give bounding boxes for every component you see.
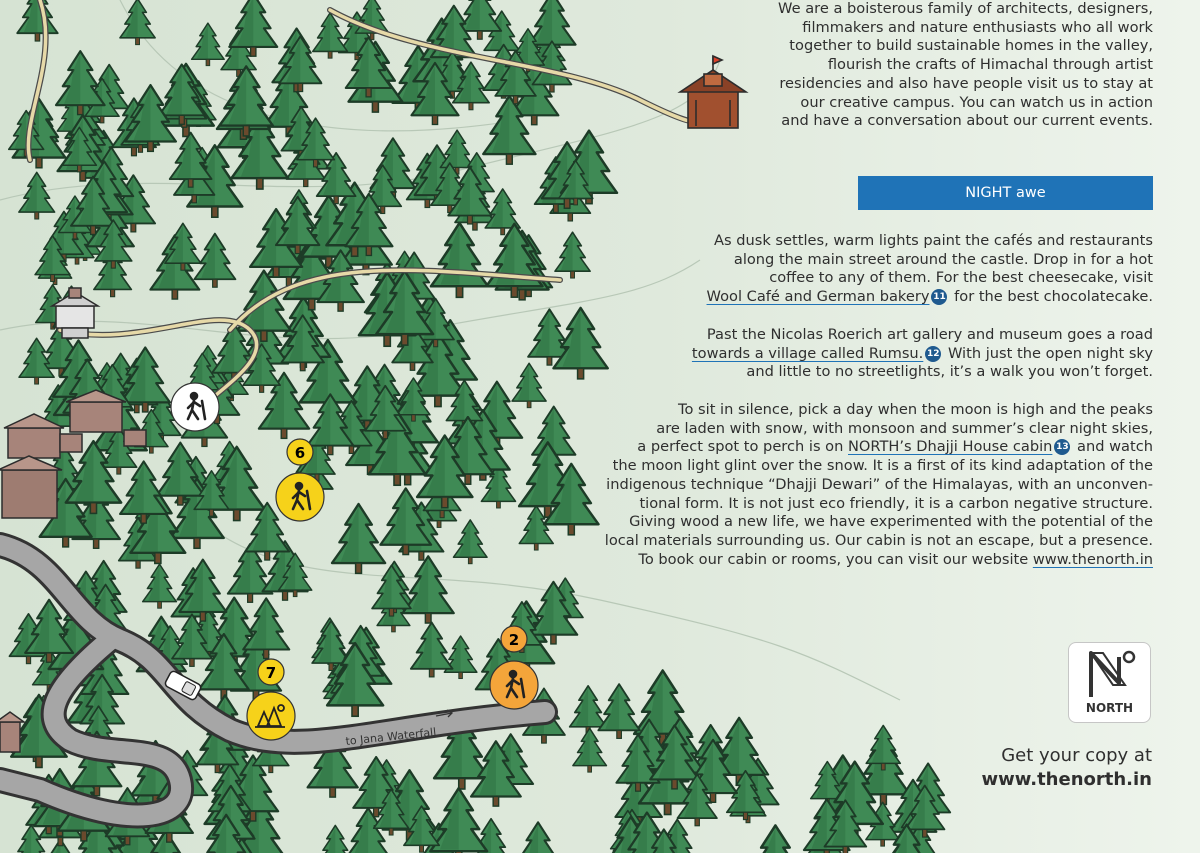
paragraph-line: To sit in silence, pick a day when the moon is high and the peaks (678, 401, 1153, 418)
paragraph-text: and watch (1072, 438, 1153, 456)
intro-line: We are a boisterous family of architects, designers, (778, 0, 1153, 17)
paragraph-text: With just the open night sky (943, 344, 1153, 362)
paragraph-line: and little to no streetlights, it’s a walk you won’t forget. (746, 363, 1153, 381)
svg-text:7: 7 (265, 664, 277, 682)
paragraph-rumsu (633, 326, 1153, 382)
badge-13: 13 (1054, 439, 1070, 455)
intro-line: filmmakers and nature enthusiasts who all work (802, 18, 1153, 36)
section-heading-night: NIGHT awe (858, 176, 1153, 210)
paragraph-line: tional form. It is not just eco friendly, it is a carbon negative structure. (639, 494, 1153, 512)
svg-text:2: 2 (508, 631, 520, 649)
intro-line: residencies and also have people visit us to stay at (779, 74, 1153, 92)
road-label: to Jana Waterfall (344, 725, 437, 748)
intro-line: and have a conversation about our current events. (781, 112, 1153, 130)
north-logo[interactable] (1068, 642, 1151, 723)
intro-line: flourish the crafts of Himachal through artist (827, 56, 1153, 74)
paragraph-line: coffee to any of them. For the best cheesecake, visit (769, 269, 1153, 287)
paragraph-text: a perfect spot to perch is on (637, 438, 848, 456)
paragraph-line: local materials surrounding us. Our cabin is not an escape, but a presence. (604, 531, 1153, 549)
paragraph-line: the moon light glint over the snow. It is a first of its kind adaptation of the (612, 457, 1153, 475)
link-rumsu[interactable]: towards a village called Rumsu. (691, 344, 924, 362)
badge-12: 12 (925, 346, 941, 362)
logo-wordmark: NORTH (1085, 701, 1134, 715)
get-copy-text: Get your copy at (1001, 745, 1152, 766)
marker-trail-start[interactable] (171, 383, 219, 431)
paragraph-line: along the main street around the castle. Drop in for a hot (733, 250, 1153, 268)
paragraph-line (633, 345, 1153, 364)
paragraph-line: Past the Nicolas Roerich art gallery and museum goes a road (706, 326, 1153, 343)
link-website[interactable]: www.thenorth.in (1032, 550, 1153, 568)
intro-text (733, 0, 1153, 131)
link-dhajji-cabin[interactable]: NORTH’s Dhajji House cabin (848, 438, 1053, 456)
paragraph-line: As dusk settles, warm lights paint the cafés and restaurants (713, 232, 1153, 249)
north-logo-icon (1069, 643, 1152, 703)
paragraph-text: To book our cabin or rooms, you can visit our website (638, 550, 1033, 568)
paragraph-dhajji (553, 401, 1153, 569)
get-copy (982, 744, 1153, 792)
paragraph-line: indigenous technique “Dhajji Dewari” of the Himalayas, with an unconven- (606, 475, 1153, 493)
svg-text:6: 6 (294, 444, 306, 462)
paragraph-line (553, 551, 1153, 570)
intro-line: together to build sustainable homes in the valley, (789, 37, 1153, 55)
paragraph-line (553, 438, 1153, 457)
paragraph-line (653, 288, 1153, 307)
paragraph-text: for the best chocolatecake. (949, 288, 1153, 306)
paragraph-line: Giving wood a new life, we have experimented with the potential of the (629, 513, 1153, 531)
paragraph-line: are laden with snow, with monsoon and summer’s clear night skies, (656, 419, 1153, 437)
intro-line: our creative campus. You can watch us in action (800, 93, 1153, 111)
get-copy-link[interactable]: www.thenorth.in (981, 769, 1152, 790)
badge-11: 11 (931, 289, 947, 305)
link-wool-cafe[interactable]: Wool Café and German bakery (706, 288, 930, 306)
paragraph-cafes (653, 232, 1153, 307)
